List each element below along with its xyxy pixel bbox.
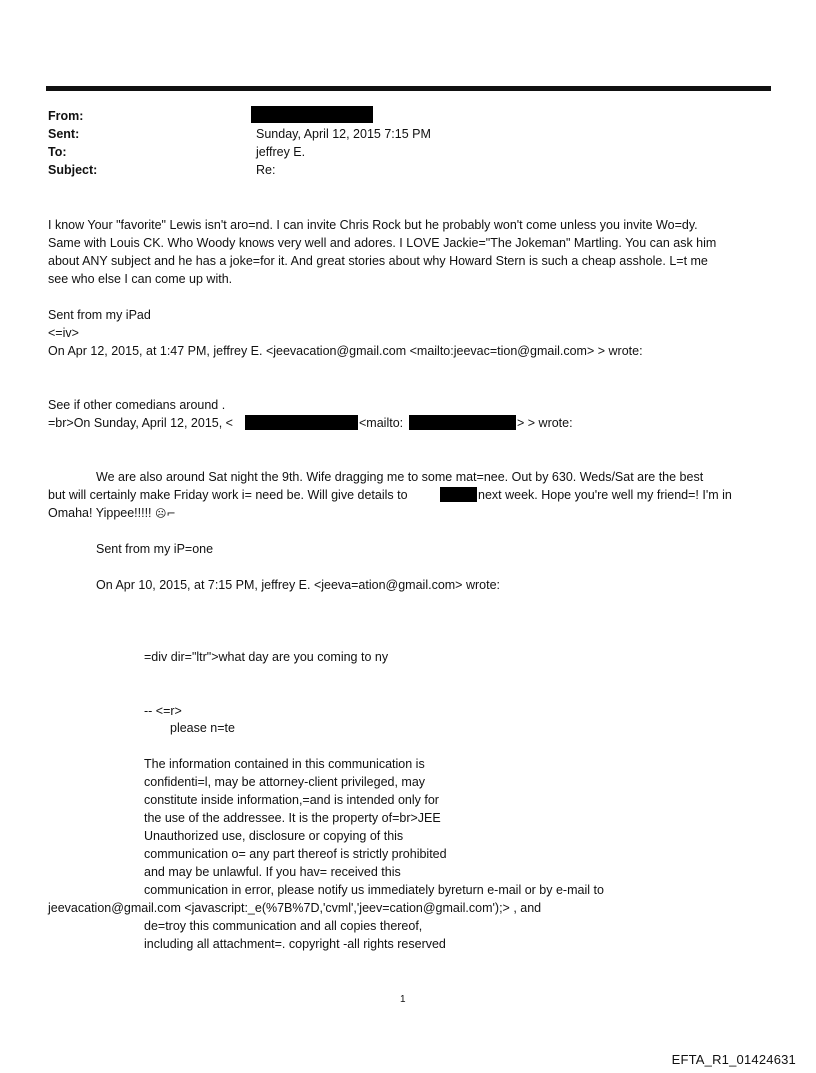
quoted-header-sunday-a: =br>On Sunday, April 12, 2015, < [48, 416, 233, 430]
disclaimer-line: including all attachment=. copyright -all rights reserved [144, 937, 446, 951]
redaction-mailto [409, 415, 516, 430]
body-line: next week. Hope you're well my friend=! I'm in [478, 488, 732, 502]
subject-label: Subject: [48, 163, 98, 177]
disclaimer-line: communication o= any part thereof is strictly prohibited [144, 847, 447, 861]
disclaimer-line: constitute inside information,=and is intended only for [144, 793, 439, 807]
redaction-from [251, 106, 373, 123]
page-number: 1 [400, 994, 406, 1005]
document-id: EFTA_R1_01424631 [671, 1052, 796, 1067]
disclaimer-line: de=troy this communication and all copies thereof, [144, 919, 423, 933]
disclaimer-line: the use of the addressee. It is the property of=br>JEE [144, 811, 441, 825]
disclaimer-line: confidenti=l, may be attorney-client privileged, may [144, 775, 426, 789]
body-line: but will certainly make Friday work i= need be. Will give details to [48, 488, 408, 502]
quoted-header-sunday-c: > > wrote: [517, 416, 573, 430]
body-line: I know Your "favorite" Lewis isn't aro=nd. I can invite Chris Rock but he probably won't come unless you invite Wo=dy. [48, 218, 698, 232]
body-line: see who else I can come up with. [48, 272, 233, 286]
div-ltr-line: =div dir="ltr">what day are you coming to ny [144, 650, 389, 664]
sent-from-ipad: Sent from my iPad [48, 308, 151, 322]
redaction-sender [245, 415, 358, 430]
see-if-line: See if other comedians around . [48, 398, 226, 412]
quoted-header-apr12: On Apr 12, 2015, at 1:47 PM, jeffrey E. <jeevacation@gmail.com <mailto:jeevac=tion@gmail.com> > wrote: [48, 344, 643, 358]
body-line: We are also around Sat night the 9th. Wife dragging me to some mat=nee. Out by 630. Weds/Sat are the best [96, 470, 704, 484]
subject-value: Re: [256, 163, 276, 177]
disclaimer-line: Unauthorized use, disclosure or copying of this [144, 829, 404, 843]
disclaimer-wrap-line: jeevacation@gmail.com <javascript:_e(%7B%7D,'cvml','jeev=cation@gmail.com');> , and [48, 901, 542, 915]
div-tag-text: <=iv> [48, 326, 79, 340]
signature-dash: -- <=r> [144, 704, 182, 718]
please-note: please n=te [170, 721, 235, 735]
redaction-name [440, 487, 477, 502]
body-line: Same with Louis CK. Who Woody knows very well and adores. I LOVE Jackie="The Jokeman" Martling. You can ask him [48, 236, 717, 250]
disclaimer-line: communication in error, please notify us immediately byreturn e-mail or by e-mail to [144, 883, 604, 897]
sent-value: Sunday, April 12, 2015 7:15 PM [256, 127, 431, 141]
to-value: jeffrey E. [256, 145, 306, 159]
body-line-omaha [48, 504, 176, 523]
from-label: From: [48, 109, 84, 123]
disclaimer-line: and may be unlawful. If you hav= received this [144, 865, 401, 879]
quoted-header-sunday-b: <mailto: [359, 416, 404, 430]
sent-from-iphone: Sent from my iP=one [96, 542, 214, 556]
emoji-icon: ☹⌐ [155, 507, 176, 520]
to-label: To: [48, 145, 67, 159]
body-line: about ANY subject and he has a joke=for it. And great stories about why Howard Stern is such a cheap asshole. L=t me [48, 254, 708, 268]
sent-label: Sent: [48, 127, 80, 141]
header-rule [46, 86, 771, 91]
quoted-header-apr10: On Apr 10, 2015, at 7:15 PM, jeffrey E. <jeeva=ation@gmail.com> wrote: [96, 578, 500, 592]
disclaimer-line: The information contained in this communication is [144, 757, 425, 771]
omaha-text: Omaha! Yippee!!!!! [48, 506, 156, 520]
